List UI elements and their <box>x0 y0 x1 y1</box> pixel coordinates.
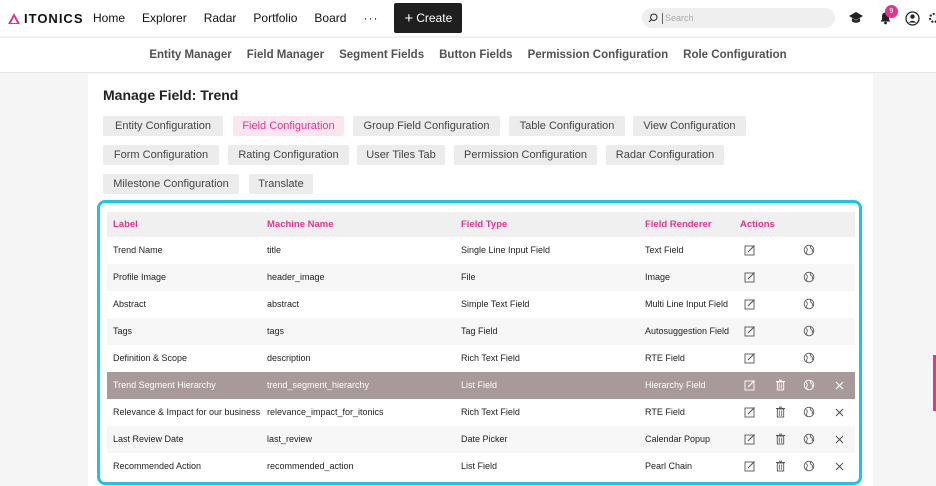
tab-field-configuration[interactable]: Field Configuration <box>233 116 344 136</box>
subnav-field-manager[interactable]: Field Manager <box>246 49 325 61</box>
cell-machine-name: trend_segment_hierarchy <box>267 380 370 390</box>
tab-rating-configuration[interactable]: Rating Configuration <box>228 145 349 165</box>
subnav-button-fields[interactable]: Button Fields <box>439 49 513 61</box>
cell-label: Definition & Scope <box>113 353 188 363</box>
user-avatar-icon[interactable] <box>903 9 921 27</box>
table-row[interactable] <box>107 264 855 291</box>
globe-icon[interactable] <box>802 351 816 365</box>
cell-field-type: Single Line Input Field <box>461 245 551 255</box>
fields-table <box>97 200 862 485</box>
subnav-entity-manager[interactable]: Entity Manager <box>149 49 232 61</box>
nav-explorer[interactable]: Explorer <box>142 11 187 25</box>
tab-view-configuration[interactable]: View Configuration <box>633 116 746 136</box>
cell-field-type: List Field <box>461 461 498 471</box>
cell-field-renderer: Autosuggestion Field <box>645 326 730 336</box>
cell-field-renderer: Pearl Chain <box>645 461 693 471</box>
table-row[interactable] <box>107 399 855 426</box>
edit-icon[interactable] <box>743 324 757 338</box>
edit-icon[interactable] <box>743 378 757 392</box>
main-nav <box>88 3 462 33</box>
cell-field-type: Tag Field <box>461 326 498 336</box>
header-field-renderer: Field Renderer <box>645 219 712 230</box>
tab-table-configuration[interactable]: Table Configuration <box>509 116 625 136</box>
tab-milestone-configuration[interactable]: Milestone Configuration <box>103 174 239 194</box>
plus-icon: + <box>404 9 414 27</box>
nav-board[interactable]: Board <box>314 11 347 25</box>
cell-label: Recommended Action <box>113 461 202 471</box>
trash-icon[interactable] <box>773 459 787 473</box>
trash-icon[interactable] <box>773 405 787 419</box>
cell-machine-name: abstract <box>267 299 300 309</box>
tab-radar-configuration[interactable]: Radar Configuration <box>606 145 724 165</box>
close-icon[interactable] <box>832 405 846 419</box>
edit-icon[interactable] <box>743 432 757 446</box>
cell-label: Trend Segment Hierarchy <box>113 380 216 390</box>
cell-machine-name: recommended_action <box>267 461 354 471</box>
cell-machine-name: description <box>267 353 311 363</box>
table-row[interactable] <box>107 426 855 453</box>
table-row[interactable] <box>107 318 855 345</box>
header-field-type: Field Type <box>461 219 508 230</box>
search-input[interactable] <box>642 8 835 28</box>
nav-radar[interactable]: Radar <box>203 11 237 25</box>
edit-icon[interactable] <box>743 405 757 419</box>
subnav-role-configuration[interactable]: Role Configuration <box>683 49 787 61</box>
table-header <box>107 212 855 237</box>
cell-label: Profile Image <box>113 272 167 282</box>
cell-field-type: File <box>461 272 476 282</box>
itonics-logo[interactable] <box>8 11 88 26</box>
settings-icon[interactable] <box>926 9 936 27</box>
tab-group-field-configuration[interactable]: Group Field Configuration <box>353 116 500 136</box>
logo-icon <box>8 13 20 24</box>
edit-icon[interactable] <box>743 459 757 473</box>
logo-text: ITONICS <box>24 10 84 26</box>
globe-icon[interactable] <box>802 243 816 257</box>
table-row[interactable] <box>107 291 855 318</box>
header-actions: Actions <box>740 219 775 230</box>
tab-user-tiles-tab[interactable]: User Tiles Tab <box>357 145 445 165</box>
cell-field-type: Simple Text Field <box>461 299 530 309</box>
edit-icon[interactable] <box>743 297 757 311</box>
cell-machine-name: tags <box>267 326 285 336</box>
cell-field-renderer: Multi Line Input Field <box>645 299 729 309</box>
cell-field-renderer: Image <box>645 272 671 282</box>
create-button[interactable] <box>394 3 462 33</box>
cell-label: Relevance & Impact for our business <box>113 407 261 417</box>
graduation-cap-icon[interactable] <box>847 9 865 27</box>
notification-badge: 9 <box>885 5 898 18</box>
edit-icon[interactable] <box>743 270 757 284</box>
cell-field-renderer: Hierarchy Field <box>645 380 706 390</box>
globe-icon[interactable] <box>802 297 816 311</box>
cell-label: Trend Name <box>113 245 163 255</box>
cell-machine-name: title <box>267 245 282 255</box>
globe-icon[interactable] <box>802 324 816 338</box>
table-row[interactable] <box>107 345 855 372</box>
subnav-segment-fields[interactable]: Segment Fields <box>339 49 425 61</box>
cell-machine-name: relevance_impact_for_itonics <box>267 407 384 417</box>
cell-machine-name: last_review <box>267 434 313 444</box>
globe-icon[interactable] <box>802 432 816 446</box>
cell-machine-name: header_image <box>267 272 325 282</box>
page-title: Manage Field: Trend <box>103 87 239 103</box>
close-icon[interactable] <box>832 432 846 446</box>
header-machine-name: Machine Name <box>267 219 334 230</box>
tab-form-configuration[interactable]: Form Configuration <box>103 145 219 165</box>
cell-label: Abstract <box>113 299 147 309</box>
cell-field-type: Date Picker <box>461 434 508 444</box>
trash-icon[interactable] <box>773 378 787 392</box>
header-label: Label <box>113 219 138 230</box>
tab-entity-configuration[interactable]: Entity Configuration <box>103 116 223 136</box>
cell-field-renderer: RTE Field <box>645 353 685 363</box>
table-row[interactable] <box>107 372 855 399</box>
tab-permission-configuration[interactable]: Permission Configuration <box>454 145 597 165</box>
edit-icon[interactable] <box>743 351 757 365</box>
globe-icon[interactable] <box>802 459 816 473</box>
close-icon[interactable] <box>832 459 846 473</box>
cell-field-renderer: Text Field <box>645 245 684 255</box>
cell-field-type: Rich Text Field <box>461 407 520 417</box>
cell-field-renderer: RTE Field <box>645 407 685 417</box>
subnav-permission-configuration[interactable]: Permission Configuration <box>527 49 669 61</box>
globe-icon[interactable] <box>802 378 816 392</box>
cell-label: Last Review Date <box>113 434 184 444</box>
globe-icon[interactable] <box>802 405 816 419</box>
cell-field-renderer: Calendar Popup <box>645 434 711 444</box>
tab-translate[interactable]: Translate <box>249 174 313 194</box>
table-row[interactable] <box>107 453 855 480</box>
globe-icon[interactable] <box>802 270 816 284</box>
nav-portfolio[interactable]: Portfolio <box>253 11 298 25</box>
search-placeholder: Search <box>662 13 694 24</box>
edit-icon[interactable] <box>743 243 757 257</box>
admin-subnav <box>0 37 936 73</box>
close-icon[interactable] <box>832 378 846 392</box>
more-menu-icon[interactable]: ··· <box>363 11 379 25</box>
table-row[interactable] <box>107 237 855 264</box>
create-label: Create <box>416 11 453 25</box>
cell-field-type: List Field <box>461 380 498 390</box>
search-icon <box>648 13 658 23</box>
nav-home[interactable]: Home <box>93 11 126 25</box>
cell-field-type: Rich Text Field <box>461 353 520 363</box>
trash-icon[interactable] <box>773 432 787 446</box>
cell-label: Tags <box>113 326 133 336</box>
